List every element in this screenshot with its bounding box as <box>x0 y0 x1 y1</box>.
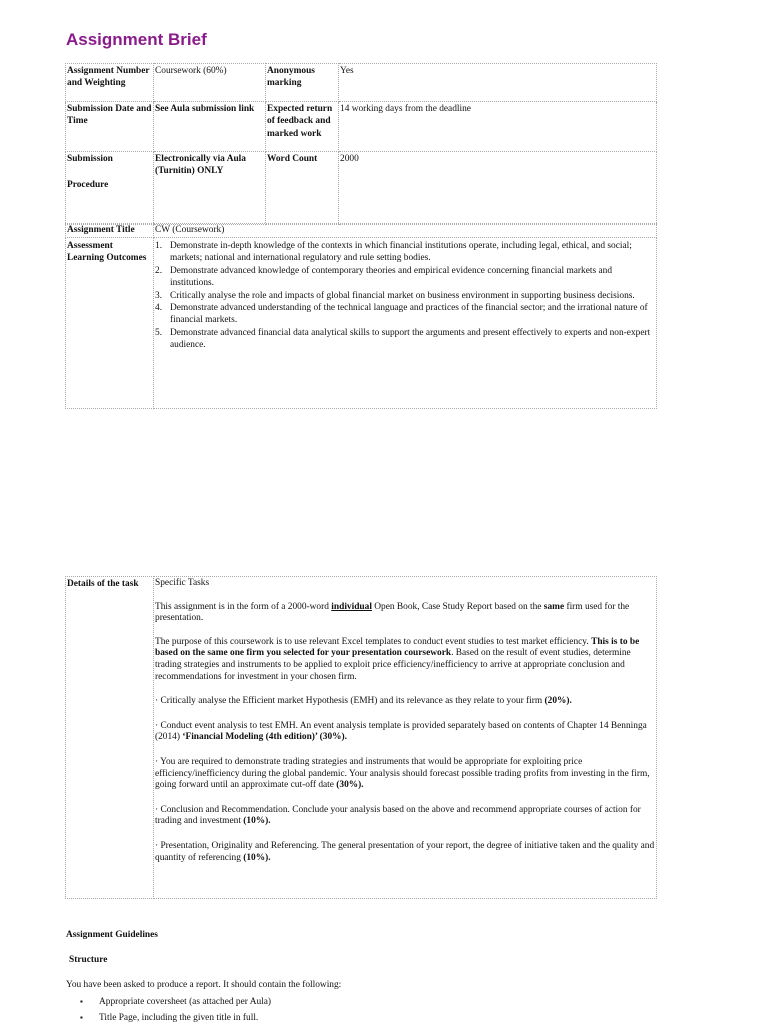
guidelines-heading: Assignment Guidelines <box>66 930 158 940</box>
submission-procedure-label <box>66 152 154 225</box>
task-details-cell <box>154 577 657 899</box>
page-title: Assignment Brief <box>66 30 207 49</box>
list-item <box>155 265 655 290</box>
list-number: 5. <box>155 327 163 338</box>
table-row <box>66 102 657 152</box>
outcomes-table <box>65 223 657 409</box>
list-item <box>155 302 655 327</box>
list-text: Demonstrate advanced knowledge of contemporary theories and empirical evidence concerning financial markets and institutions. <box>170 265 613 289</box>
list-text: Title Page, including the given title in full. <box>99 1013 259 1023</box>
list-number: 3. <box>155 290 163 301</box>
word-count-value: 2000 <box>339 152 657 225</box>
assignment-number-value: Coursework (60%) <box>154 64 266 102</box>
table-row <box>66 238 657 409</box>
submission-procedure-value: Electronically via Aula (Turnitin) ONLY <box>154 152 266 225</box>
task-bullet-emh: · Critically analyse the Efficient market Hypothesis (EMH) and its relevance as they relate to your firm (20%). <box>155 696 572 707</box>
anonymous-marking-label: Anonymous marking <box>266 64 339 102</box>
task-paragraph-1: This assignment is in the form of a 2000-word individual Open Book, Case Study Report based on the same firm used for the presentation. <box>155 601 630 624</box>
table-row <box>66 577 657 899</box>
list-number: 4. <box>155 303 163 314</box>
structure-list <box>80 994 271 1026</box>
task-bullet-trading-strategies: · You are required to demonstrate trading strategies and instruments that would be appropriate for exploiting price efficiency/inefficiency during the global pandemic. Your analysis should forecast possible trading profits from investing in the firm, going forward until an approximate cut-off date (30%). <box>155 756 650 791</box>
submission-date-label: Submission Date and Time <box>66 102 154 152</box>
learning-outcomes-cell <box>154 238 657 409</box>
list-number: 2. <box>155 265 163 276</box>
submission-label-line2: Procedure <box>67 180 109 191</box>
task-details-table <box>65 576 657 899</box>
bullet-icon: ▪ <box>80 1013 83 1022</box>
structure-intro: You have been asked to produce a report. It should contain the following: <box>66 980 342 990</box>
table-row <box>66 224 657 238</box>
task-bullet-conclusion: · Conclusion and Recommendation. Conclude your analysis based on the above and recommend appropriate courses of action for trading and investment (10%). <box>155 804 641 827</box>
task-bullet-event-analysis: · Conduct event analysis to test EMH. An event analysis template is provided separately based on contents of Chapter 14 Benninga (2014) ‘Financial Modeling (4th edition)’ (30%). <box>155 720 647 743</box>
feedback-return-value: 14 working days from the deadline <box>339 102 657 152</box>
table-row <box>66 64 657 102</box>
structure-heading: Structure <box>69 955 108 965</box>
list-number: 1. <box>155 241 163 251</box>
list-text: Critically analyse the role and impacts of global financial market on business environment in supporting business decisions. <box>170 290 635 301</box>
feedback-return-label: Expected return of feedback and marked work <box>266 102 339 152</box>
anonymous-marking-value: Yes <box>339 64 657 102</box>
submission-label-line1: Submission <box>67 154 113 164</box>
list-item <box>155 290 655 302</box>
list-text: Demonstrate advanced financial data analytical skills to support the arguments and present effectively to experts and non-expert audience. <box>170 327 651 351</box>
table-row <box>66 152 657 225</box>
list-text: Demonstrate in-depth knowledge of the contexts in which financial institutions operate, including legal, ethical, and social; markets; national and international regulatory and rule setting bodies. <box>170 241 632 264</box>
specific-tasks-heading: Specific Tasks <box>155 578 210 588</box>
bullet-icon: ▪ <box>80 997 83 1006</box>
list-text: Demonstrate advanced understanding of the technical language and practices of the financial sector; and the irrational nature of financial markets. <box>170 303 648 326</box>
assignment-info-table <box>65 63 657 225</box>
learning-outcomes-label: Assessment Learning Outcomes <box>66 238 154 409</box>
task-bullet-presentation: · Presentation, Originality and Referencing. The general presentation of your report, the degree of initiative taken and the quality and quantity of referencing (10%). <box>155 840 655 863</box>
task-paragraph-2: The purpose of this coursework is to use relevant Excel templates to conduct event studies to test market efficiency. This is to be based on the same one firm you selected for your presentation coursework. Based on the result of event studies, determine trading strategies and instruments to be applied to exploit price efficiency/inefficiency to arrive at appropriate conclusion and recommendations for investment in your chosen firm. <box>155 636 640 682</box>
list-item <box>155 327 655 352</box>
submission-date-value: See Aula submission link <box>154 102 266 152</box>
word-count-label: Word Count <box>266 152 339 225</box>
list-item <box>155 240 655 265</box>
learning-outcomes-list <box>155 240 655 352</box>
assignment-title-label: Assignment Title <box>66 224 154 238</box>
assignment-title-value: CW (Coursework) <box>154 224 657 238</box>
assignment-number-label: Assignment Number and Weighting <box>66 64 154 102</box>
list-text: Appropriate coversheet (as attached per Aula) <box>99 997 272 1007</box>
task-details-label: Details of the task <box>66 577 154 899</box>
list-item <box>80 994 271 1010</box>
